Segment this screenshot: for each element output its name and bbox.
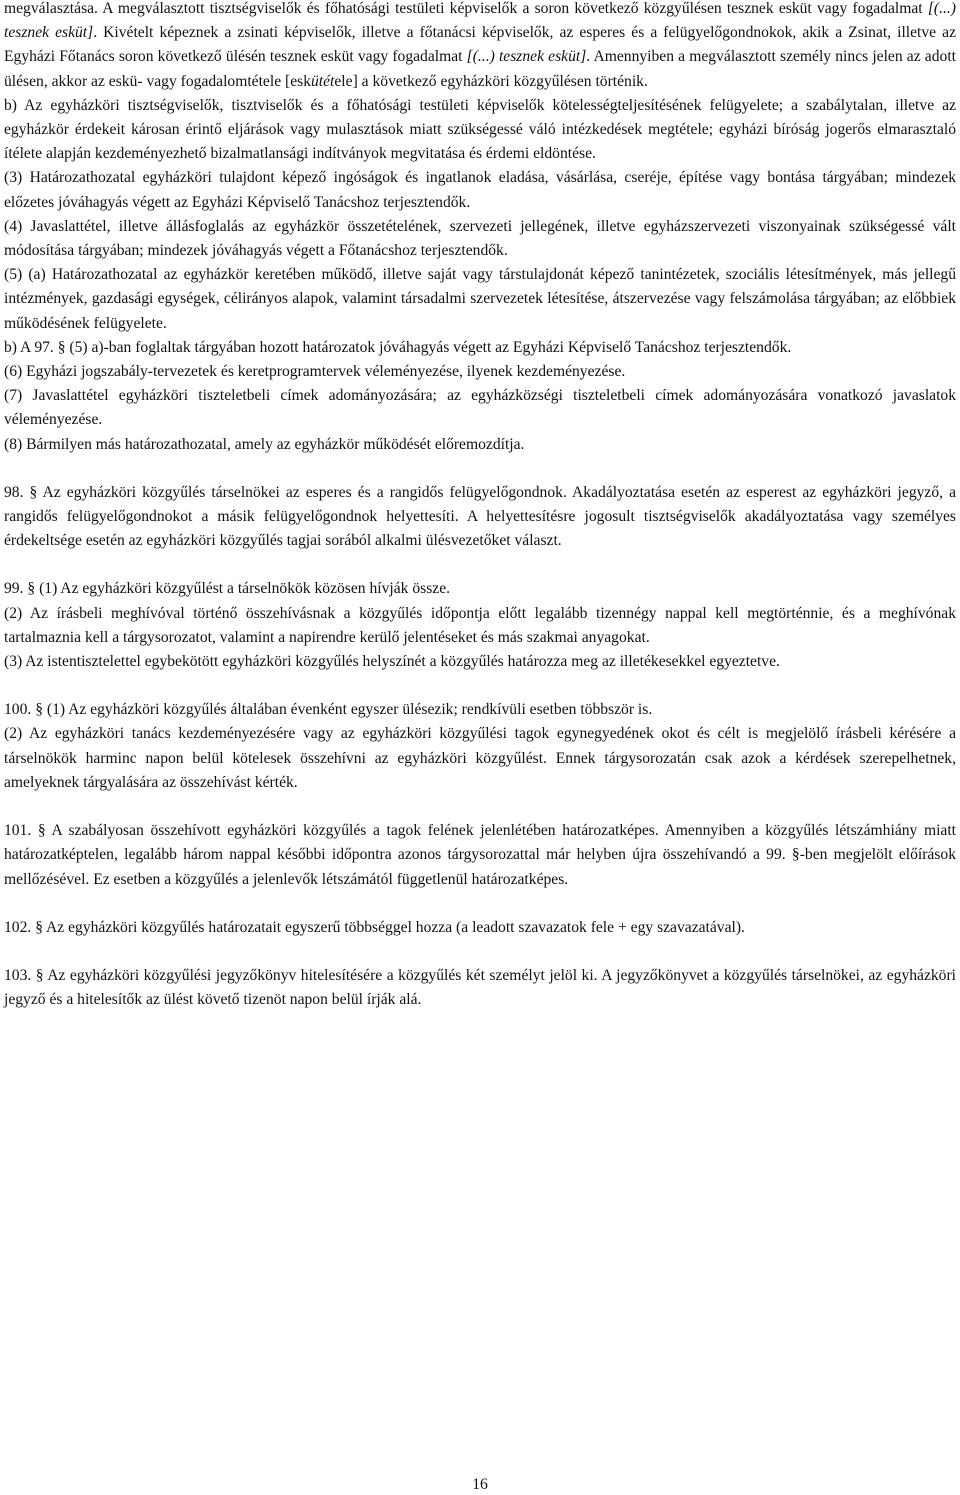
text-run: . Amennyiben a megválasztott személy nincs jelen az adott ülésen, akkor az eskü- vagy fogadalomtétele [esk: [4, 48, 956, 90]
paragraph-6-legislation: (6) Egyházi jogszabály-tervezetek és keretprogramtervek véleményezése, ilyenek kezdeményezése.: [4, 363, 626, 381]
paragraph-5a-institutions: (5) (a) Határozathozatal az egyházkör keretében működő, illetve saját vagy társtulajdonát képező tanintézetek, szociális létesítmények, más jellegű intézmények, gazdasági egységek, célirányos alapok, valamint társadalmi szervezetek létesítése, átszervezése vagy felszámolása tárgyában; az előbbiek működésének felügyelete.: [4, 266, 956, 332]
document-body: [4, 0, 956, 1012]
page-number: 16: [472, 1476, 488, 1493]
text-run: . Kivételt képeznek a zsinati képviselők, illetve a főtanácsi képviselők, az esperes és a felügyelőgondnokok, akik a Zsinat, illetve az Egyházi Főtanács soron következő ülésén tesznek esküt vagy fogadalmat: [4, 24, 956, 66]
paragraph-oath-intro: [4, 0, 956, 94]
text-run-italic: ütét: [311, 72, 335, 90]
section-101: 101. § A szabályosan összehívott egyházköri közgyűlés a tagok felének jelenlétében határozatképes. Amennyiben a közgyűlés létszámhiány miatt határozatképtelen, legalább három nappal későbbi időpontra azonos tárgysorozattal már helyben újra összehívandó a 99. §-ben megjelölt előírások mellőzésével. Ez esetben a közgyűlés a jelenlevők létszámától függetlenül határozatképes.: [4, 822, 956, 888]
text-run-italic: [(...) tesznek esküt]: [4, 0, 956, 42]
section-99-2: (2) Az írásbeli meghívóval történő összehívásnak a közgyűlés időpontja előtt legalább tizennégy nappal kell megtörténnie, és a meghívónak tartalmaznia kell a tárgysorozatot, valamint a napirendre kerülő jelentéseket és más szakmai anyagokat.: [4, 604, 956, 646]
section-100-1: 100. § (1) Az egyházköri közgyűlés általában évenként egyszer ülésezik; rendkívüli esetben többször is.: [4, 701, 653, 719]
text-run-italic: [(...) tesznek esküt]: [466, 48, 587, 66]
section-102: 102. § Az egyházköri közgyűlés határozatait egyszerű többséggel hozza (a leadott szavazatok fele + egy szavazatával).: [4, 918, 745, 936]
section-98: 98. § Az egyházköri közgyűlés társelnökei az esperes és a rangidős felügyelőgondnok. Akadályoztatása esetén az esperest az egyházköri jegyző, a rangidős felügyelőgondnokot a másik felügyelőgondnok helyettesíti. A helyettesítésre jogosult tisztségviselők akadályoztatása vagy személyes érdekeltsége esetén az egyházköri közgyűlés tagjai sorából alkalmi ülésvezetőket választ.: [4, 483, 956, 550]
paragraph-5b-approval: b) A 97. § (5) a)-ban foglaltak tárgyában hozott határozatok jóváhagyás végett az Egyházi Képviselő Tanácshoz terjesztendők.: [4, 338, 792, 356]
section-99-1: 99. § (1) Az egyházköri közgyűlést a társelnökök közösen hívják össze.: [4, 580, 451, 598]
text-run: ele] a következő egyházköri közgyűlésen történik.: [334, 72, 648, 90]
section-103: 103. § Az egyházköri közgyűlési jegyzőkönyv hitelesítésére a közgyűlés két személyt jelöl ki. A jegyzőkönyvet a közgyűlés társelnökei, az egyházköri jegyző és a hitelesítők az ülést követő tizenöt napon belül írják alá.: [4, 966, 956, 1009]
section-100-2: (2) Az egyházköri tanács kezdeményezésére vagy az egyházköri közgyűlési tagok egynegyedének okot és célt is megjelölő írásbeli kérésére a társelnökök harminc napon belül kötelesek összehívni az egyházköri közgyűlést. Ennek tárgysorozatán csak azok a kérdések szerepelhetnek, amelyeknek tárgyalására az összehívást kérték.: [4, 725, 956, 791]
paragraph-b-supervision: b) Az egyházköri tisztségviselők, tisztviselők és a főhatósági testületi képviselők kötelességteljesítésének felügyelete; a szabálytalan, illetve az egyházkör érdekeit károsan érintő eljárások vagy mulasztások miatt szükségessé váló intézkedések megtétele; egyházi bíróság jogerős elmarasztaló ítélete alapján kezdeményezhető bizalmatlansági indítványok megvitatása és érdemi eldöntése.: [4, 96, 956, 163]
text-run: megválasztása. A megválasztott tisztségviselők és főhatósági testületi képviselők a soron következő közgyűlésen tesznek esküt vagy fogadalmat: [4, 0, 928, 17]
paragraph-7-titles: (7) Javaslattétel egyházköri tiszteletbeli címek adományozására; az egyházközségi tiszteletbeli címek adományozására vonatkozó javaslatok véleményezése.: [4, 387, 956, 429]
paragraph-3-property: (3) Határozathozatal egyházköri tulajdont képező ingóságok és ingatlanok eladása, vásárlása, cseréje, építése vagy bontása tárgyában; mindezek előzetes jóváhagyás végett az Egyházi Képviselő Tanácshoz terjesztendők.: [4, 169, 956, 211]
paragraph-8-other: (8) Bármilyen más határozathozatal, amely az egyházkör működését előremozdítja.: [4, 435, 525, 453]
section-99-3: (3) Az istentisztelettel egybekötött egyházköri közgyűlés helyszínét a közgyűlés határozza meg az illetékesekkel egyeztetve.: [4, 653, 780, 671]
paragraph-4-proposal: (4) Javaslattétel, illetve állásfoglalás az egyházkör összetételének, szervezeti jellegének, illetve egyházszervezeti viszonyainak szükségessé vált módosítása tárgyában; mindezek jóváhagyás végett a Főtanácshoz terjesztendők.: [4, 217, 956, 260]
